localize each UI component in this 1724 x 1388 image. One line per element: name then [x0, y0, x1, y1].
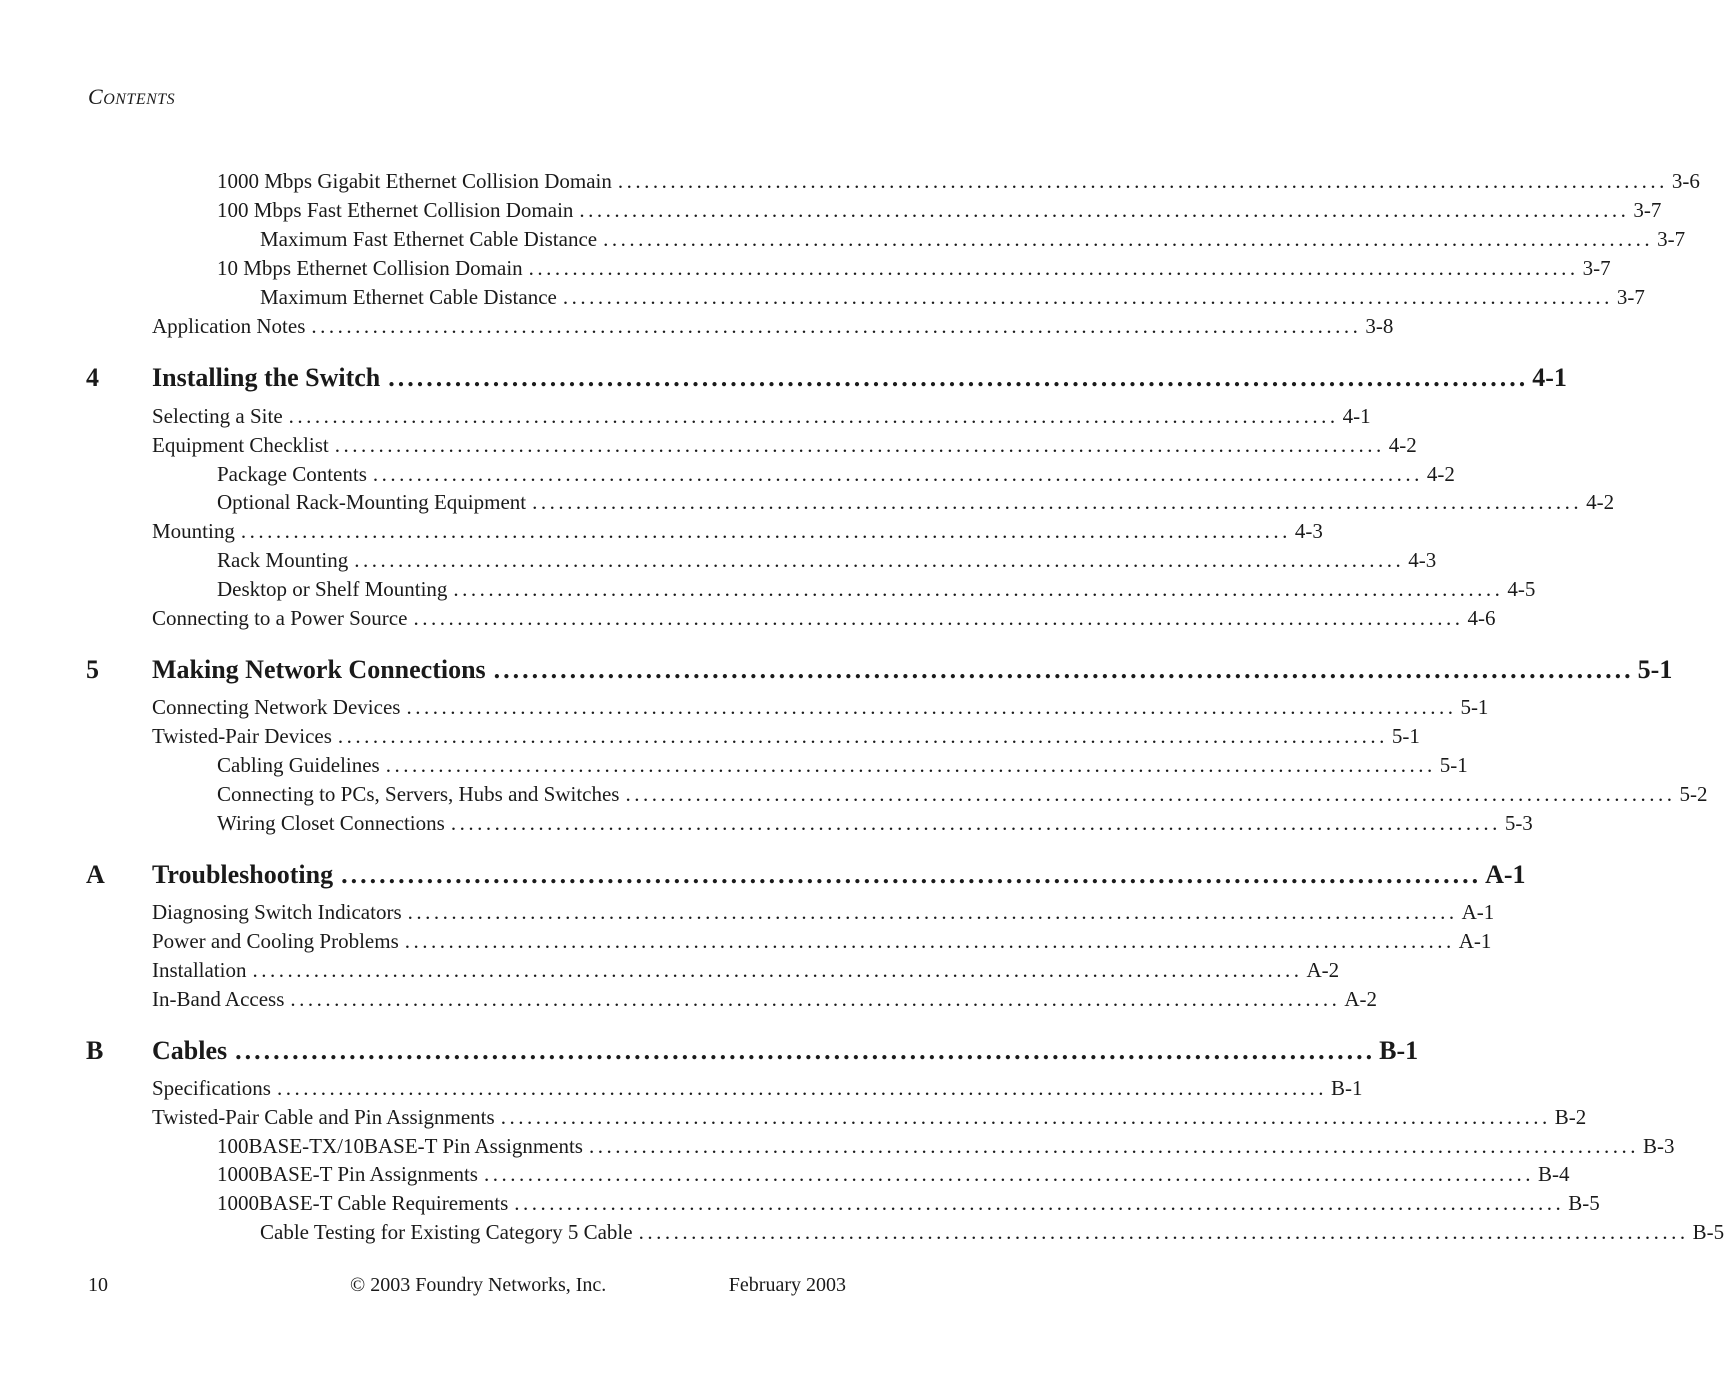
- dot-leader: ........................................................................................................................: [514, 1191, 1565, 1215]
- chapter-title: Troubleshooting: [152, 860, 334, 889]
- toc-entry[interactable]: [152, 958, 1340, 983]
- dot-leader: ........................................................................................................................: [235, 1036, 1376, 1065]
- toc-entry[interactable]: [152, 929, 1492, 954]
- dot-leader: ........................................................................................................................: [334, 433, 1385, 457]
- dot-leader: ........................................................................................................................: [341, 860, 1482, 889]
- entry-page: B-1: [1330, 1076, 1363, 1100]
- toc-entry[interactable]: [217, 548, 1437, 573]
- entry-title: Desktop or Shelf Mounting: [217, 577, 448, 601]
- entry-title: Specifications: [152, 1076, 271, 1100]
- dot-leader: ........................................................................................................................: [413, 606, 1464, 630]
- entry-page: A-2: [1306, 958, 1340, 982]
- entry-title: Maximum Fast Ethernet Cable Distance: [260, 227, 598, 251]
- entry-page: 5-1: [1460, 695, 1489, 719]
- dot-leader: ........................................................................................................................: [579, 198, 1630, 222]
- entry-page: 4-3: [1294, 519, 1323, 543]
- dot-leader: ........................................................................................................................: [407, 900, 1458, 924]
- chapter-number: 4: [86, 363, 99, 392]
- dot-leader: ........................................................................................................................: [406, 695, 1457, 719]
- entry-page: B-3: [1642, 1134, 1675, 1158]
- dot-leader: ........................................................................................................................: [617, 169, 1668, 193]
- entry-page: B-5: [1692, 1220, 1724, 1244]
- dot-leader: ........................................................................................................................: [311, 314, 1362, 338]
- entry-title: Equipment Checklist: [152, 433, 329, 457]
- toc-entry[interactable]: [217, 753, 1468, 778]
- toc-entry[interactable]: [152, 606, 1496, 631]
- dot-leader: ........................................................................................................................: [252, 958, 1303, 982]
- entry-title: Mounting: [152, 519, 235, 543]
- chapter-number: 5: [86, 655, 99, 684]
- entry-page: 3-7: [1582, 256, 1611, 280]
- dot-leader: ........................................................................................................................: [500, 1105, 1551, 1129]
- entry-page: B-2: [1554, 1105, 1587, 1129]
- dot-leader: ........................................................................................................................: [450, 811, 1501, 835]
- entry-page: 4-2: [1388, 433, 1417, 457]
- entry-page: A-1: [1461, 900, 1495, 924]
- entry-title: Power and Cooling Problems: [152, 929, 399, 953]
- entry-page: 3-7: [1657, 227, 1686, 251]
- entry-title: Connecting Network Devices: [152, 695, 401, 719]
- dot-leader: ........................................................................................................................: [288, 404, 1339, 428]
- chapter-title: Cables: [152, 1036, 228, 1065]
- entry-page: 5-2: [1679, 782, 1708, 806]
- header-rest: ONTENTS: [103, 91, 176, 108]
- toc-entry[interactable]: [217, 169, 1700, 194]
- footer-page-number: 10: [88, 1274, 108, 1296]
- toc-entry[interactable]: [152, 314, 1394, 339]
- toc-entry[interactable]: [217, 462, 1455, 487]
- chapter-page: A-1: [1485, 860, 1526, 889]
- dot-leader: ........................................................................................................................: [404, 929, 1455, 953]
- entry-title: Maximum Ethernet Cable Distance: [260, 285, 557, 309]
- dot-leader: ........................................................................................................................: [483, 1162, 1534, 1186]
- toc-entry[interactable]: [152, 987, 1378, 1012]
- chapter-title: Making Network Connections: [152, 655, 486, 684]
- toc-entry[interactable]: [217, 1191, 1600, 1216]
- footer-date: February 2003: [728, 1274, 846, 1296]
- dot-leader: ........................................................................................................................: [638, 1220, 1689, 1244]
- running-header: [88, 84, 175, 110]
- dot-leader: ........................................................................................................................: [493, 655, 1634, 684]
- toc-entry[interactable]: [217, 198, 1662, 223]
- toc-entry[interactable]: [217, 490, 1615, 515]
- chapter-page: B-1: [1379, 1036, 1419, 1065]
- entry-title: Selecting a Site: [152, 404, 283, 428]
- chapter-page: 4-1: [1532, 363, 1567, 392]
- entry-title: Application Notes: [152, 314, 306, 338]
- toc-entry[interactable]: [152, 1105, 1587, 1130]
- toc-entry[interactable]: [152, 433, 1417, 458]
- toc-chapter[interactable]: [86, 860, 1526, 890]
- entry-title: Cabling Guidelines: [217, 753, 380, 777]
- dot-leader: ........................................................................................................................: [276, 1076, 1327, 1100]
- dot-leader: ........................................................................................................................: [603, 227, 1654, 251]
- entry-title: 1000BASE-T Pin Assignments: [217, 1162, 478, 1186]
- entry-title: Diagnosing Switch Indicators: [152, 900, 402, 924]
- toc-entry[interactable]: [152, 519, 1323, 544]
- entry-title: Connecting to PCs, Servers, Hubs and Switches: [217, 782, 620, 806]
- dot-leader: ........................................................................................................................: [354, 548, 1405, 572]
- entry-page: 4-2: [1426, 462, 1455, 486]
- dot-leader: ........................................................................................................................: [562, 285, 1613, 309]
- entry-title: Twisted-Pair Cable and Pin Assignments: [152, 1105, 495, 1129]
- entry-title: 100BASE-TX/10BASE-T Pin Assignments: [217, 1134, 583, 1158]
- header-initial: C: [88, 84, 104, 109]
- entry-title: Connecting to a Power Source: [152, 606, 408, 630]
- chapter-number: B: [86, 1036, 104, 1065]
- entry-page: 3-7: [1633, 198, 1662, 222]
- chapter-page: 5-1: [1637, 655, 1673, 684]
- toc-entry[interactable]: [152, 1076, 1363, 1101]
- dot-leader: ........................................................................................................................: [625, 782, 1676, 806]
- entry-page: 4-3: [1408, 548, 1437, 572]
- entry-title: Cable Testing for Existing Category 5 Cable: [260, 1220, 633, 1244]
- dot-leader: ........................................................................................................................: [290, 987, 1341, 1011]
- toc-entry[interactable]: [217, 811, 1533, 836]
- entry-page: 5-1: [1439, 753, 1468, 777]
- toc-entry[interactable]: [260, 227, 1686, 252]
- toc-entry[interactable]: [152, 695, 1489, 720]
- entry-page: 5-3: [1504, 811, 1533, 835]
- toc-entry[interactable]: [217, 256, 1611, 281]
- entry-page: B-4: [1537, 1162, 1570, 1186]
- entry-page: 4-6: [1467, 606, 1496, 630]
- entry-title: Rack Mounting: [217, 548, 349, 572]
- entry-page: A-1: [1458, 929, 1492, 953]
- chapter-number: A: [86, 860, 105, 889]
- entry-title: Wiring Closet Connections: [217, 811, 445, 835]
- toc-entry[interactable]: [217, 782, 1708, 807]
- entry-title: 1000 Mbps Gigabit Ethernet Collision Domain: [217, 169, 612, 193]
- toc-chapter[interactable]: [86, 655, 1673, 685]
- toc-entry[interactable]: [152, 724, 1420, 749]
- toc-entry[interactable]: [260, 1220, 1724, 1245]
- dot-leader: ........................................................................................................................: [240, 519, 1291, 543]
- toc-entry[interactable]: [217, 1162, 1570, 1187]
- chapter-title: Installing the Switch: [152, 363, 381, 392]
- entry-page: 3-8: [1365, 314, 1394, 338]
- entry-page: 3-6: [1671, 169, 1700, 193]
- dot-leader: ........................................................................................................................: [385, 753, 1436, 777]
- dot-leader: ........................................................................................................................: [337, 724, 1388, 748]
- entry-page: 3-7: [1616, 285, 1645, 309]
- entry-page: A-2: [1344, 987, 1378, 1011]
- entry-title: Optional Rack-Mounting Equipment: [217, 490, 527, 514]
- toc-entry[interactable]: [260, 285, 1645, 310]
- entry-title: Twisted-Pair Devices: [152, 724, 332, 748]
- entry-page: B-5: [1568, 1191, 1600, 1215]
- dot-leader: ........................................................................................................................: [588, 1134, 1639, 1158]
- dot-leader: ........................................................................................................................: [372, 462, 1423, 486]
- toc-entry[interactable]: [217, 1134, 1675, 1159]
- toc-entry[interactable]: [152, 900, 1495, 925]
- entry-page: 4-2: [1586, 490, 1615, 514]
- dot-leader: ........................................................................................................................: [453, 577, 1504, 601]
- entry-page: 4-1: [1342, 404, 1371, 428]
- dot-leader: ........................................................................................................................: [388, 363, 1529, 392]
- entry-title: Package Contents: [217, 462, 367, 486]
- dot-leader: ........................................................................................................................: [528, 256, 1579, 280]
- entry-title: Installation: [152, 958, 247, 982]
- toc-entry[interactable]: [152, 404, 1371, 429]
- entry-title: In-Band Access: [152, 987, 285, 1011]
- entry-title: 1000BASE-T Cable Requirements: [217, 1191, 509, 1215]
- dot-leader: ........................................................................................................................: [532, 490, 1583, 514]
- entry-page: 5-1: [1391, 724, 1420, 748]
- footer-copyright: © 2003 Foundry Networks, Inc.: [350, 1274, 607, 1296]
- entry-title: 10 Mbps Ethernet Collision Domain: [217, 256, 523, 280]
- entry-page: 4-5: [1507, 577, 1536, 601]
- entry-title: 100 Mbps Fast Ethernet Collision Domain: [217, 198, 574, 222]
- toc-chapter[interactable]: [86, 1036, 1419, 1066]
- toc-entry[interactable]: [217, 577, 1536, 602]
- toc-chapter[interactable]: [86, 363, 1567, 393]
